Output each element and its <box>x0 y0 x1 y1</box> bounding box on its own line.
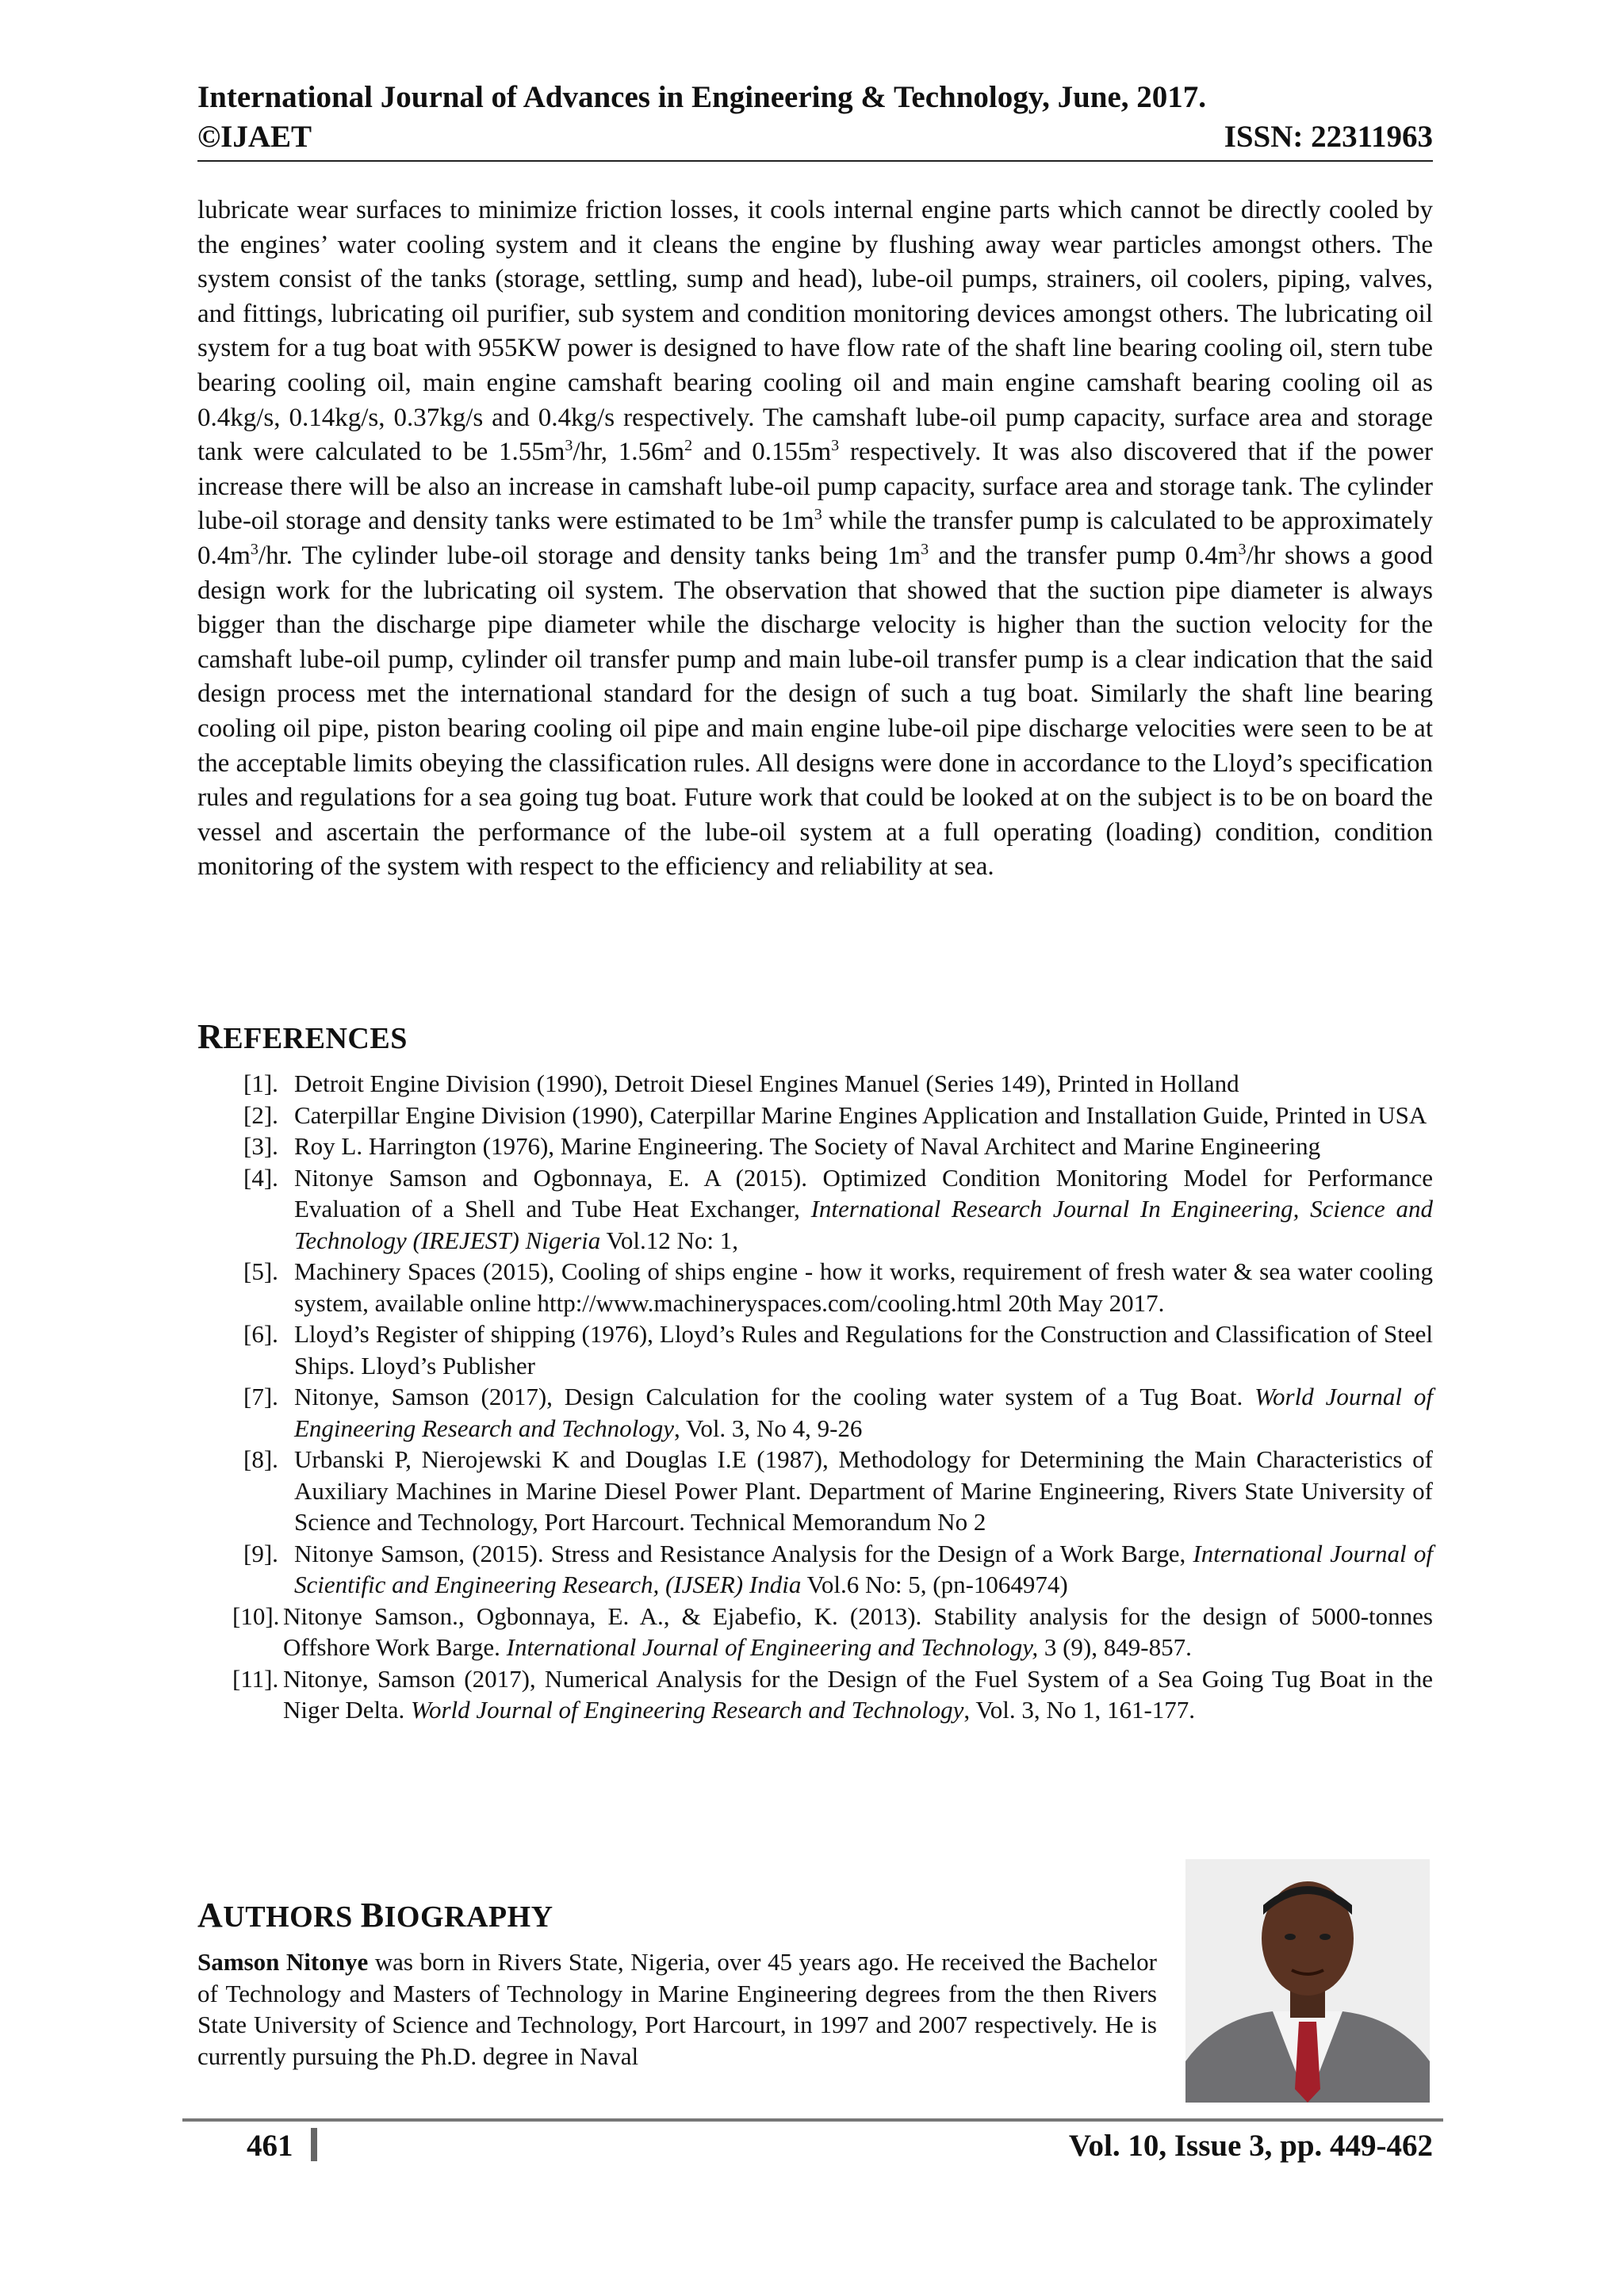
list-item: [2]. Caterpillar Engine Division (1990), Caterpillar Marine Engines Application and Installation Guide, Printed in USA <box>243 1100 1427 1129</box>
footer-divider <box>311 2128 317 2161</box>
author-name: Samson Nitonye <box>197 1948 369 1976</box>
list-item: [5]. Machinery Spaces (2015), Cooling of ships engine - how it works, requirement of fresh water & sea water cooling system, available online http://www.machineryspaces.com/cooling.html 20th May 2017. <box>243 1257 1433 1317</box>
footer-rule <box>182 2118 1443 2122</box>
volume-info: Vol. 10, Issue 3, pp. 449-462 <box>1068 2129 1433 2163</box>
journal-header <box>197 78 1433 157</box>
journal-header-line2 <box>197 117 1433 157</box>
header-rule <box>197 160 1433 162</box>
biography-paragraph: Samson Nitonye was born in Rivers State, Nigeria, over 45 years ago. He received the Bachelor of Technology and Masters of Technology in Marine Engineering degrees from the then Rivers State University of Science and Technology, Port Harcourt, in 1997 and 2007 respectively. He is currently pursuing the Ph.D. degree in Naval <box>197 1948 1157 2070</box>
author-photo <box>1185 1859 1430 2103</box>
list-item: [10]. Nitonye Samson., Ogbonnaya, E. A., & Ejabefio, K. (2013). Stability analysis for the design of 5000-tonnes Offshore Work Barge. International Journal of Engineering and Technology, 3 (9), 849-857. <box>232 1601 1433 1661</box>
list-item: [4]. Nitonye Samson and Ogbonnaya, E. A (2015). Optimized Condition Monitoring Model for Performance Evaluation of a Shell and Tube Heat Exchanger, International Research Journal In Engineering, Science and Technology (IREJEST) Nigeria Vol.12 No: 1, <box>243 1163 1433 1254</box>
list-item: [8]. Urbanski P, Nierojewski K and Douglas I.E (1987), Methodology for Determining the Main Characteristics of Auxiliary Machines in Marine Diesel Power Plant. Department of Marine Engineering, Rivers State University of Science and Technology, Port Harcourt. Technical Memorandum No 2 <box>243 1445 1433 1536</box>
list-item: [11]. Nitonye, Samson (2017), Numerical Analysis for the Design of the Fuel System of a Sea Going Tug Boat in the Niger Delta. World Journal of Engineering Research and Technology, Vol. 3, No 1, 161-177. <box>232 1664 1433 1724</box>
list-item: [9]. Nitonye Samson, (2015). Stress and Resistance Analysis for the Design of a Work Barge, International Journal of Scientific and Engineering Research, (IJSER) India Vol.6 No: 5, (pn-1064974) <box>243 1539 1433 1598</box>
biography-heading: AUTHORS BIOGRAPHY <box>197 1896 553 1934</box>
author-portrait-icon <box>1185 1859 1430 2103</box>
list-item: [7]. Nitonye, Samson (2017), Design Calculation for the cooling water system of a Tug Boat. World Journal of Engineering Research and Technology, Vol. 3, No 4, 9-26 <box>243 1383 1433 1442</box>
issn-label: ISSN: 22311963 <box>1224 120 1433 154</box>
list-item: [6]. Lloyd’s Register of shipping (1976), Lloyd’s Rules and Regulations for the Construction and Classification of Steel Ships. Lloyd’s Publisher <box>243 1320 1433 1380</box>
copyright-label: ©IJAET <box>197 120 312 154</box>
references-list <box>197 1068 1433 1726</box>
page-number: 461 <box>247 2129 293 2163</box>
references-heading: REFERENCES <box>197 1017 408 1056</box>
journal-title: International Journal of Advances in Engineering & Technology, June, 2017. <box>197 80 1207 114</box>
list-item: [1]. Detroit Engine Division (1990), Detroit Diesel Engines Manuel (Series 149), Printed in Holland <box>243 1070 1239 1097</box>
conclusion-paragraph: lubricate wear surfaces to minimize friction losses, it cools internal engine parts which cannot be directly cooled by the engines’ water cooling system and it cleans the engine by flushing away wear particles amongst others. The system consist of the tanks (storage, settling, sump and head), lube-oil pumps, strainers, oil coolers, piping, valves, and fittings, lubricating oil purifier, sub system and condition monitoring devices amongst others. The lubricating oil system for a tug boat with 955KW power is designed to have flow rate of the shaft line bearing cooling oil, stern tube bearing cooling oil, main engine camshaft bearing cooling oil and main engine camshaft bearing cooling oil as 0.4kg/s, 0.14kg/s, 0.37kg/s and 0.4kg/s respectively. The camshaft lube-oil pump capacity, surface area and storage tank were calculated to be $1.55m^3/hr$, $1.56m^2$ and $0.155m^3$ respectively. It was also discovered that if the power increase there will be also an increase in camshaft lube-oil pump capacity, surface area and storage tank. The cylinder lube-oil storage and density tanks were estimated to be $1m^3$ while the transfer pump is calculated to be approximately $0.4m^3/hr$. The cylinder lube-oil storage and density tanks being $1m^3$ and the transfer pump $0.4m^3/hr$ shows a good design work for the lubricating oil system. The observation that showed that the suction pipe diameter is always bigger than the discharge pipe diameter while the discharge velocity is higher than the suction velocity for the camshaft lube-oil pump, cylinder oil transfer pump and main lube-oil transfer pump is a clear indication that the said design process met the international standard for the design of such a tug boat. Similarly the shaft line bearing cooling oil pipe, piston bearing cooling oil pipe and main engine lube-oil pipe discharge velocities were seen to be at the acceptable limits obeying the classification rules. All designs were done in accordance to the Lloyd’s specification rules and regulations for a sea going tug boat. Future work that could be looked at on the subject is to be on board the vessel and ascertain the performance of the lube-oil system at a full operating (loading) condition, condition monitoring of the system with respect to the efficiency and reliability at sea. <box>197 196 1434 882</box>
list-item: [3]. Roy L. Harrington (1976), Marine Engineering. The Society of Naval Architect and Marine Engineering <box>243 1132 1321 1160</box>
